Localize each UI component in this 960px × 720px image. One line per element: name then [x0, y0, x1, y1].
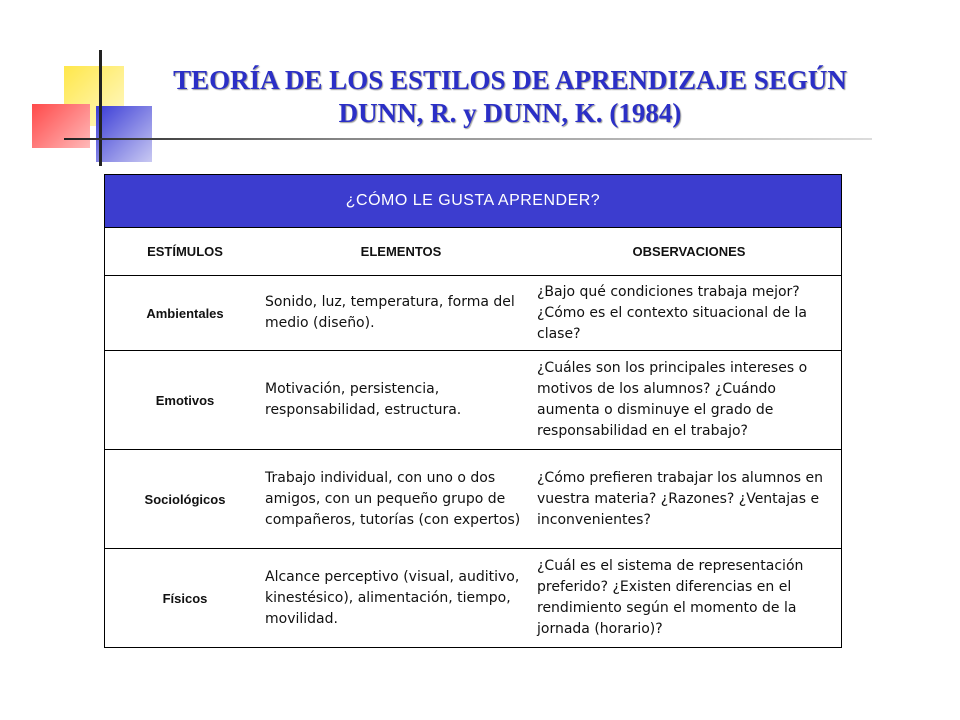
- slide-title-line-1: TEORÍA DE LOS ESTILOS DE APRENDIZAJE SEGÚN: [173, 65, 847, 95]
- row-elementos: Trabajo individual, con uno o dos amigos, con un pequeño grupo de compañeros, tutorías (con expertos): [265, 450, 537, 549]
- row-observaciones: ¿Cómo prefieren trabajar los alumnos en vuestra materia? ¿Razones? ¿Ventajas e inconvenientes?: [537, 450, 842, 549]
- row-observaciones: ¿Cuáles son los principales intereses o motivos de los alumnos? ¿Cuándo aumenta o disminuye el grado de responsabilidad en el trabajo?: [537, 351, 842, 450]
- table-row-fisicos: [105, 549, 842, 648]
- row-estimulo: Sociológicos: [105, 450, 266, 549]
- row-estimulo: Emotivos: [105, 351, 266, 450]
- horizontal-rule-decoration: [64, 138, 872, 140]
- row-estimulo: Ambientales: [105, 276, 266, 351]
- row-elementos: Sonido, luz, temperatura, forma del medio (diseño).: [265, 276, 537, 351]
- column-header-observaciones: OBSERVACIONES: [537, 228, 842, 276]
- table-header: ¿CÓMO LE GUSTA APRENDER?: [105, 175, 842, 228]
- column-headers-row: [105, 228, 842, 276]
- column-header-elementos: ELEMENTOS: [265, 228, 537, 276]
- table-row-sociologicos: [105, 450, 842, 549]
- slide-title: [140, 64, 880, 130]
- table-row-emotivos: [105, 351, 842, 450]
- row-observaciones: ¿Cuál es el sistema de representación preferido? ¿Existen diferencias en el rendimiento según el momento de la jornada (horario)?: [537, 549, 842, 648]
- vertical-rule-decoration: [99, 50, 102, 166]
- table-header-row: [105, 175, 842, 228]
- row-observaciones: ¿Bajo qué condiciones trabaja mejor? ¿Cómo es el contexto situacional de la clase?: [537, 276, 842, 351]
- row-estimulo: Físicos: [105, 549, 266, 648]
- learning-styles-table: [104, 174, 842, 648]
- row-elementos: Alcance perceptivo (visual, auditivo, kinestésico), alimentación, tiempo, movilidad.: [265, 549, 537, 648]
- red-square-decoration: [32, 104, 90, 148]
- column-header-estimulos: ESTÍMULOS: [105, 228, 266, 276]
- slide-title-line-2: DUNN, R. y DUNN, K. (1984): [338, 98, 682, 128]
- table-row-ambientales: [105, 276, 842, 351]
- row-elementos: Motivación, persistencia, responsabilidad, estructura.: [265, 351, 537, 450]
